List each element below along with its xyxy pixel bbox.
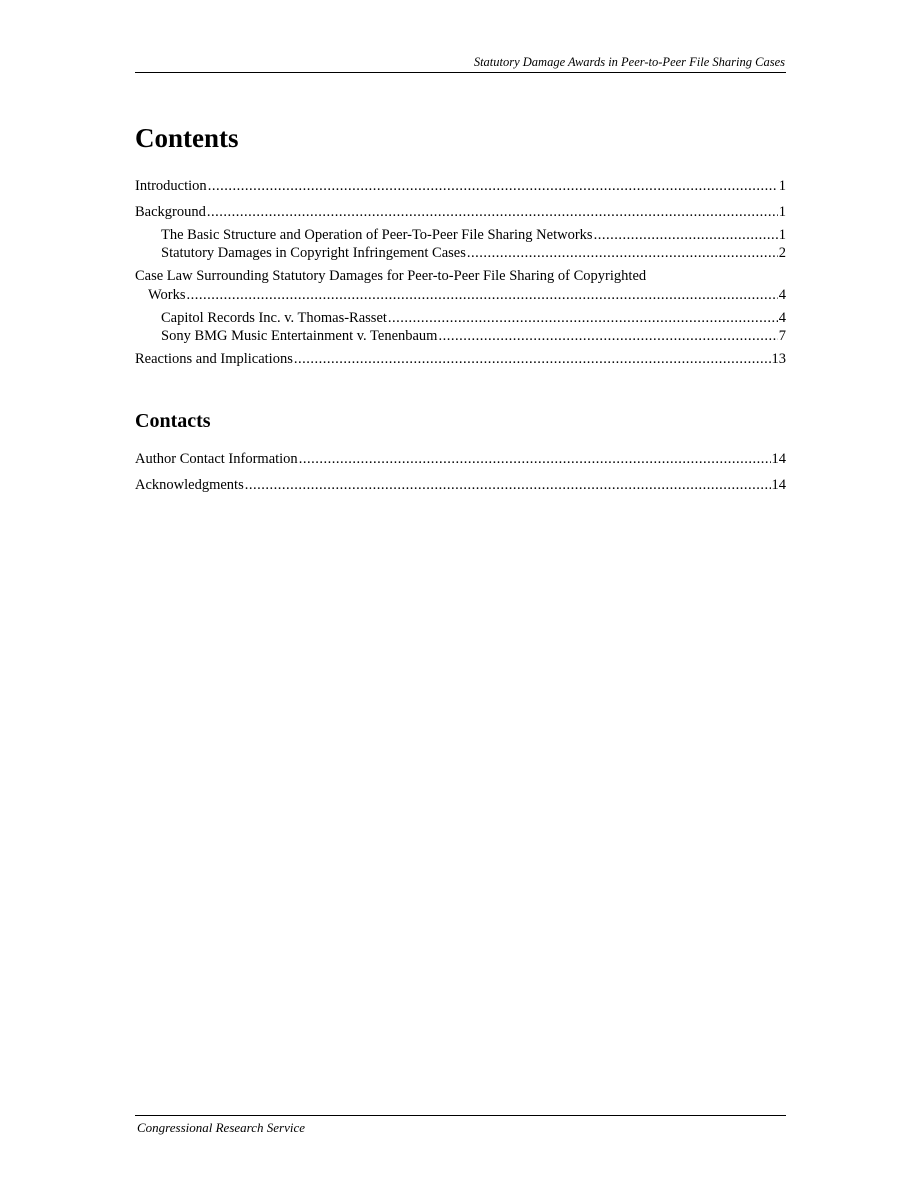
toc-entry-introduction[interactable] (135, 177, 786, 195)
toc-entry-sony-bmg[interactable] (161, 327, 786, 345)
toc-entry-label: Works (148, 287, 186, 303)
toc-entry-capitol-records[interactable] (161, 309, 786, 327)
toc-entry-label: Sony BMG Music Entertainment v. Tenenbaum (161, 328, 438, 344)
toc-leader-dots (467, 244, 778, 262)
toc-entry-reactions[interactable] (135, 350, 786, 368)
toc-entry-label: Capitol Records Inc. v. Thomas-Rasset (161, 310, 387, 326)
toc-leader-dots (294, 350, 771, 368)
contents-heading: Contents (135, 123, 239, 153)
toc-leader-dots (299, 450, 771, 468)
toc-entry-page: 7 (778, 328, 786, 344)
toc-entry-basic-structure[interactable] (161, 226, 786, 244)
toc-leader-dots (594, 226, 778, 244)
toc-entry-page: 14 (771, 477, 786, 493)
contacts-heading: Contacts (135, 410, 211, 432)
toc-entry-case-law[interactable] (148, 286, 786, 304)
toc-entry-page: 1 (778, 178, 786, 194)
toc-entry-page: 1 (778, 204, 786, 220)
toc-entry-background[interactable] (135, 203, 786, 221)
footer-text: Congressional Research Service (137, 1120, 305, 1135)
toc-entry-page: 13 (771, 351, 786, 367)
toc-entry-label: Statutory Damages in Copyright Infringement Cases (161, 245, 466, 261)
toc-entry-label: Acknowledgments (135, 477, 244, 493)
toc-leader-dots (245, 476, 771, 494)
toc-leader-dots (208, 177, 778, 195)
toc-entry-label: Author Contact Information (135, 451, 298, 467)
toc-leader-dots (388, 309, 778, 327)
toc-entry-label: Reactions and Implications (135, 351, 293, 367)
toc-entry-label: Background (135, 204, 206, 220)
toc-entry-label: Introduction (135, 178, 207, 194)
toc-entry-case-law-line1[interactable]: Case Law Surrounding Statutory Damages for Peer-to-Peer File Sharing of Copyrighted (135, 268, 647, 284)
toc-entry-page: 4 (778, 310, 786, 326)
toc-entry-acknowledgments[interactable] (135, 476, 786, 494)
toc-leader-dots (207, 203, 778, 221)
toc-entry-page: 1 (778, 227, 786, 243)
toc-entry-statutory-damages[interactable] (161, 244, 786, 262)
toc-entry-label: The Basic Structure and Operation of Peer-To-Peer File Sharing Networks (161, 227, 593, 243)
toc-entry-page: 2 (778, 245, 786, 261)
header-divider (135, 72, 786, 73)
footer-divider (135, 1115, 786, 1116)
header-title: Statutory Damage Awards in Peer-to-Peer File Sharing Cases (473, 55, 785, 69)
toc-leader-dots (438, 327, 777, 345)
toc-entry-page: 14 (771, 451, 786, 467)
toc-entry-author-contact[interactable] (135, 450, 786, 468)
toc-entry-page: 4 (778, 287, 786, 303)
toc-leader-dots (187, 286, 778, 304)
